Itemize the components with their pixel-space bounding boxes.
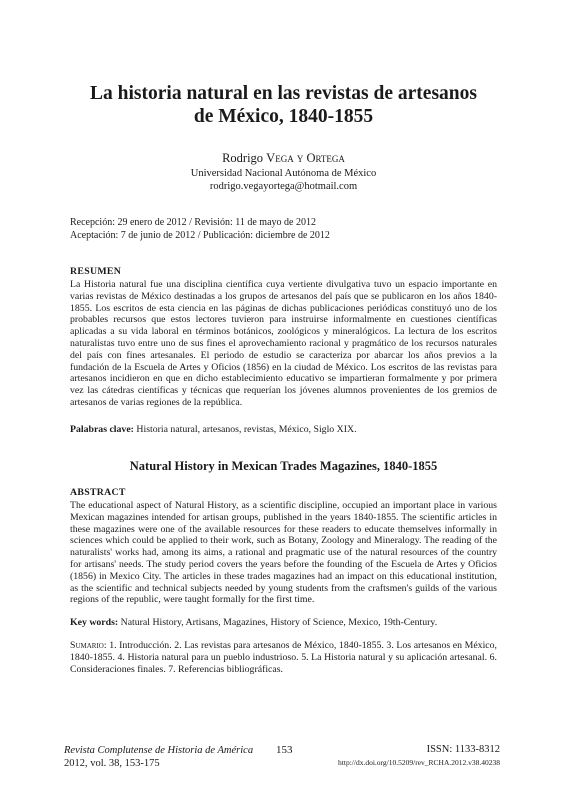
author-email[interactable]: rodrigo.vegayortega@hotmail.com xyxy=(209,181,358,192)
author-name xyxy=(60,150,507,167)
sumario xyxy=(70,640,497,675)
footer-journal-name: Revista Complutense de Historia de América xyxy=(64,745,254,756)
page-number: 153 xyxy=(276,744,293,756)
footer-doi-link[interactable]: http://dx.doi.org/10.5209/rev_RCHA.2012.v38.40238 xyxy=(338,758,500,767)
abstract-keywords xyxy=(70,617,497,629)
dates-line2: Aceptación: 7 de junio de 2012 / Publicación: diciembre de 2012 xyxy=(70,229,330,241)
author-first-name: Rodrigo xyxy=(222,151,264,165)
resumen-heading: RESUMEN xyxy=(70,266,122,277)
footer-journal-info xyxy=(64,744,253,770)
dates-line1: Recepción: 29 enero de 2012 / Revisión: 11 de mayo de 2012 xyxy=(70,217,316,228)
abstract-text: The educational aspect of Natural History, as a scientific discipline, occupied an important place in various Mexican magazines intended for artisan groups, published in the years 1840-1855. The scientific articles in these magazines were one of the available resources for these readers to educate themselves informally in sciences which could be applied to their work, such as Botany, Zoology and Mineralogy. The reading of the naturalists' works had, among its aims, a rational and pragmatic use of the natural resources of the country for artisans' needs. The study period covers the years before the founding of the Escuela de Artes y Oficios (1856) in Mexico City. The articles in these trades magazines had an impact on this educational institution, as the scientific and technical subjects needed by young students from the craftsmen's guilds of the various regions of the republic, were taught formally for the first time. xyxy=(70,500,497,606)
abstract-keywords-label: Key words: xyxy=(70,617,119,628)
resumen-keywords-text: Historia natural, artesanos, revistas, México, Siglo XIX. xyxy=(136,424,357,435)
sumario-text: 1. Introducción. 2. Las revistas para artesanos de México, 1840-1855. 3. Los artesanos en México, 1840-1855. 4. Historia natural para un pueblo industrioso. 5. La Historia natural y su aplicación artesanal. 6. Consideraciones finales. 7. Referencias bibliográficas. xyxy=(70,640,497,675)
article-dates xyxy=(70,217,510,242)
sumario-label: Sumario: xyxy=(70,640,107,651)
resumen-keywords-label: Palabras clave: xyxy=(70,424,134,435)
resumen-keywords xyxy=(70,424,497,436)
article-title-line2: de México, 1840-1855 xyxy=(193,106,374,127)
footer-volume: 2012, vol. 38, 153-175 xyxy=(64,758,160,769)
abstract-heading: ABSTRACT xyxy=(70,487,126,498)
author-block xyxy=(60,150,507,193)
author-affiliation: Universidad Nacional Autónoma de México xyxy=(190,168,377,179)
resumen-text: La Historia natural fue una disciplina científica cuya vertiente divulgativa tuvo un espacio importante en varias revistas de México destinadas a los grupos de artesanos del país que se publicaron en los años 1840-1855. Los escritos de esta ciencia en las páginas de dichas publicaciones periódicas constituyó uno de los probables recursos que estos lectores tuvieron para instruirse informalmente en cuestiones científicas aplicadas a su vida laboral en términos botánicos, zoológicos y mineralógicos. La lectura de los escritos naturalistas tuvo entre uno de sus fines el aprovechamiento racional y pragmático de los recursos naturales del país con fines artesanales. El periodo de estudio se caracteriza por abarcar los años previos a la fundación de la Escuela de Artes y Oficios (1856) en la ciudad de México. Los escritos de las revistas para artesanos incidieron en que en dicho establecimiento educativo se impartieran formalmente y por primera vez las cátedras científicas y técnicas que requerían los jóvenes alumnos provenientes de los gremios de artesanos de varias regiones de la república. xyxy=(70,279,497,408)
article-title-line1: La historia natural en las revistas de artesanos xyxy=(90,83,477,104)
english-title: Natural History in Mexican Trades Magazines, 1840-1855 xyxy=(129,459,438,473)
author-last-name: Vega y Ortega xyxy=(266,151,345,165)
abstract-keywords-text: Natural History, Artisans, Magazines, History of Science, Mexico, 19th-Century. xyxy=(120,617,438,628)
footer-issn: ISSN: 1133-8312 xyxy=(426,744,500,755)
article-title xyxy=(60,82,507,128)
